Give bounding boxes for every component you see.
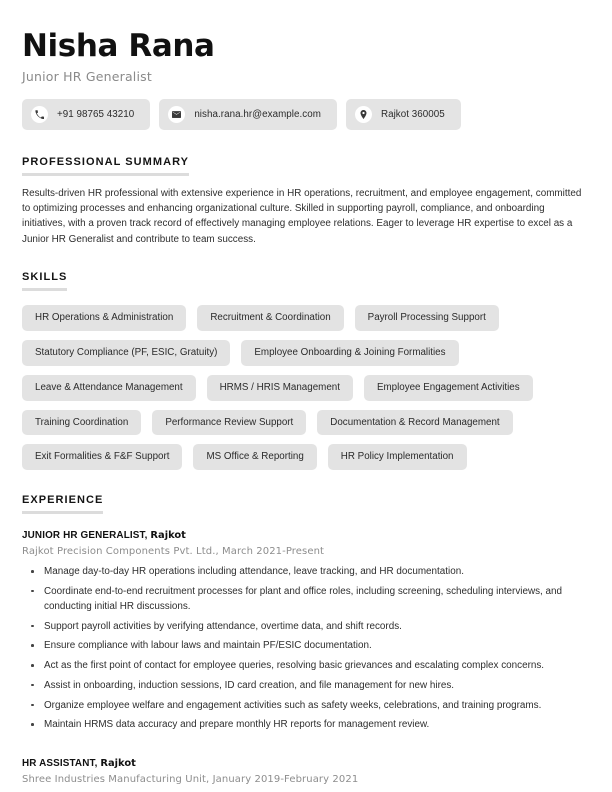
contact-row — [22, 99, 590, 130]
section-divider — [22, 173, 189, 176]
job-bullet: Coordinate end-to-end recruitment processes for plant and office roles, including screening, scheduling interviews, and conducting initial HR discussions. — [22, 584, 590, 614]
skill-pill: HR Operations & Administration — [22, 305, 186, 331]
skills-heading-group — [22, 271, 67, 291]
skill-pill: MS Office & Reporting — [193, 444, 316, 470]
job-bullet: Manage day-to-day HR operations including attendance, leave tracking, and HR documentation. — [22, 564, 590, 579]
skill-pill: Payroll Processing Support — [355, 305, 499, 331]
skill-pill: Documentation & Record Management — [317, 410, 512, 436]
contact-email[interactable] — [159, 99, 337, 130]
professional-summary-text: Results-driven HR professional with extensive experience in HR operations, recruitment, and employee engagement, committed to optimizing processes and enhancing organizational culture. Skilled in supporting payroll, compliance, and onboarding initiatives, with a proven track record of effectively managing employee relations. Eager to leverage HR expertise to excel as a Junior HR Generalist and contribute to team success. — [22, 187, 582, 245]
experience-entry — [22, 758, 590, 785]
job-bullet-list — [22, 564, 590, 732]
contact-location[interactable] — [346, 99, 461, 130]
job-bullet: Organize employee welfare and engagement activities such as safety weeks, celebrations, and training programs. — [22, 698, 590, 713]
job-company-dates: Shree Industries Manufacturing Unit, January 2019-February 2021 — [22, 773, 359, 785]
phone-icon — [31, 106, 48, 123]
contact-location-text: Rajkot 360005 — [380, 108, 445, 120]
job-location: Rajkot — [150, 530, 186, 542]
section-professional-summary — [22, 152, 590, 248]
experience-entry — [22, 530, 590, 732]
skills-list — [22, 305, 590, 470]
section-skills — [22, 267, 590, 470]
skill-pill: HR Policy Implementation — [328, 444, 467, 470]
skill-pill: Recruitment & Coordination — [197, 305, 343, 331]
job-bullet: Ensure compliance with labour laws and maintain PF/ESIC documentation. — [22, 638, 590, 653]
skill-pill: Training Coordination — [22, 410, 141, 436]
job-title — [22, 530, 590, 541]
professional-summary-heading-group — [22, 156, 189, 176]
contact-email-text: nisha.rana.hr@example.com — [194, 108, 321, 120]
candidate-job-title: Junior HR Generalist — [22, 68, 152, 84]
skill-pill: Statutory Compliance (PF, ESIC, Gratuity) — [22, 340, 230, 366]
job-bullet: Act as the first point of contact for employee queries, resolving basic grievances and escalating complex concerns. — [22, 658, 590, 673]
email-icon — [168, 106, 185, 123]
section-divider — [22, 288, 67, 291]
skill-pill: Performance Review Support — [152, 410, 306, 436]
section-experience — [22, 490, 590, 785]
contact-phone[interactable] — [22, 99, 150, 130]
experience-heading: EXPERIENCE — [22, 494, 104, 507]
resume-header — [22, 30, 590, 130]
skill-pill: Leave & Attendance Management — [22, 375, 196, 401]
job-role: JUNIOR HR GENERALIST, — [22, 530, 148, 542]
job-company-dates: Rajkot Precision Components Pvt. Ltd., March 2021-Present — [22, 546, 325, 558]
professional-summary-heading: PROFESSIONAL SUMMARY — [22, 155, 190, 168]
job-bullet: Support payroll activities by verifying attendance, overtime data, and shift records. — [22, 619, 590, 634]
location-icon — [355, 106, 372, 123]
skill-pill: Exit Formalities & F&F Support — [22, 444, 182, 470]
job-location: Rajkot — [100, 757, 136, 769]
job-title — [22, 758, 590, 769]
skill-pill: Employee Onboarding & Joining Formalities — [241, 340, 458, 366]
skills-heading: SKILLS — [22, 271, 68, 284]
job-bullet: Assist in onboarding, induction sessions, ID card creation, and file management for new hires. — [22, 678, 590, 693]
contact-phone-text: +91 98765 43210 — [57, 108, 135, 120]
skill-pill: Employee Engagement Activities — [364, 375, 533, 401]
section-divider — [22, 511, 103, 514]
skill-pill: HRMS / HRIS Management — [207, 375, 353, 401]
candidate-name: Nisha Rana — [22, 28, 215, 64]
job-role: HR ASSISTANT, — [22, 757, 98, 769]
experience-heading-group — [22, 494, 103, 514]
job-bullet: Maintain HRMS data accuracy and prepare monthly HR reports for management review. — [22, 717, 590, 732]
